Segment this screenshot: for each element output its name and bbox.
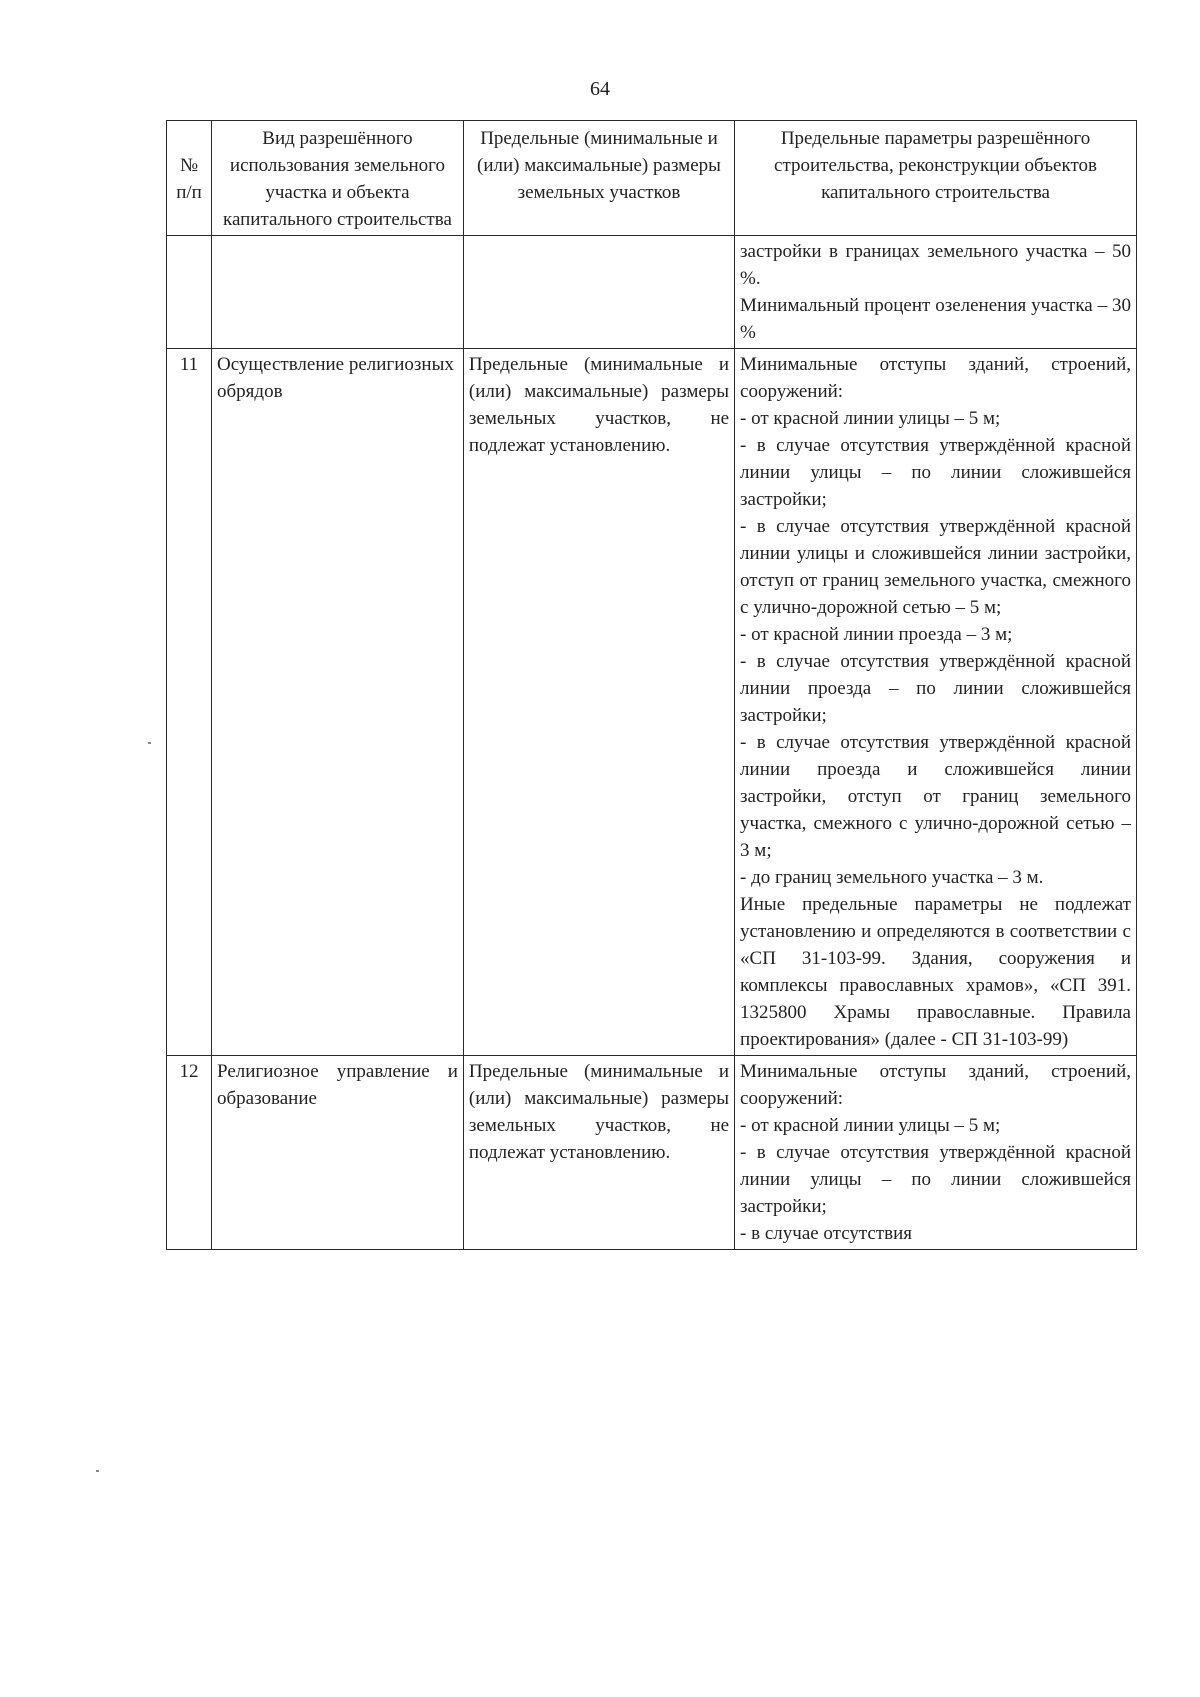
row-number: 11 — [167, 349, 212, 1056]
params-line: - от красной линии улицы – 5 м; — [740, 408, 1001, 429]
row-size: Предельные (минимальные и (или) максимальные) размеры земельных участков, не подлежат установлению. — [463, 1056, 734, 1250]
params-line: - в случае отсутствия утверждённой красной линии улицы – по линии сложившейся застройки; — [740, 1142, 1131, 1217]
table-row — [167, 1056, 1137, 1250]
params-line: - до границ земельного участка – 3 м. — [740, 867, 1044, 888]
row-params — [735, 349, 1137, 1056]
params-line: - от красной линии проезда – 3 м; — [740, 624, 1013, 645]
params-line: Минимальные отступы зданий, строений, сооружений: — [740, 354, 1131, 402]
params-line: - в случае отсутствия — [740, 1223, 913, 1244]
params-line: застройки в границах земельного участка – 50 %. — [740, 241, 1131, 289]
cell-empty — [167, 236, 212, 349]
params-line: Иные предельные параметры не подлежат установлению и определяются в соответствии с «СП 31-103-99. Здания, сооружения и комплексы православных храмов», «СП 391. 1325800 Храмы православные. Правила проектирования» (далее - СП 31-103-99) — [740, 894, 1131, 1050]
params-line: - в случае отсутствия утверждённой красной линии улицы – по линии сложившейся застройки; — [740, 435, 1131, 510]
table-header-row — [167, 121, 1137, 236]
params-line: - от красной линии улицы – 5 м; — [740, 1115, 1001, 1136]
table-row-continuation — [167, 236, 1137, 349]
row-kind: Религиозное управление и образование — [212, 1056, 464, 1250]
header-params: Предельные параметры разрешённого строительства, реконструкции объектов капитального строительства — [735, 121, 1137, 236]
regulations-table — [166, 120, 1137, 1250]
params-line: Минимальный процент озеленения участка – 30 % — [740, 295, 1131, 343]
params-line: - в случае отсутствия утверждённой красной линии проезда – по линии сложившейся застройки; — [740, 651, 1131, 726]
header-size: Предельные (минимальные и (или) максимальные) размеры земельных участков — [463, 121, 734, 236]
scan-speck — [96, 1470, 99, 1472]
cell-empty — [212, 236, 464, 349]
cell-params-continuation — [735, 236, 1137, 349]
row-size: Предельные (минимальные и (или) максимальные) размеры земельных участков, не подлежат установлению. — [463, 349, 734, 1056]
cell-empty — [463, 236, 734, 349]
params-line: - в случае отсутствия утверждённой красной линии проезда и сложившейся линии застройки, отступ от границ земельного участка, смежного с улично-дорожной сетью – 3 м; — [740, 732, 1131, 861]
table-row — [167, 349, 1137, 1056]
scan-speck — [148, 742, 151, 744]
params-line: - в случае отсутствия утверждённой красной линии улицы и сложившейся линии застройки, отступ от границ земельного участка, смежного с улично-дорожной сетью – 5 м; — [740, 516, 1131, 618]
header-number: № п/п — [167, 121, 212, 236]
page-number: 64 — [590, 78, 610, 100]
row-kind: Осуществление религиозных обрядов — [212, 349, 464, 1056]
row-params — [735, 1056, 1137, 1250]
params-line: Минимальные отступы зданий, строений, сооружений: — [740, 1061, 1131, 1109]
header-kind: Вид разрешённого использования земельного участка и объекта капитального строительства — [212, 121, 464, 236]
row-number: 12 — [167, 1056, 212, 1250]
